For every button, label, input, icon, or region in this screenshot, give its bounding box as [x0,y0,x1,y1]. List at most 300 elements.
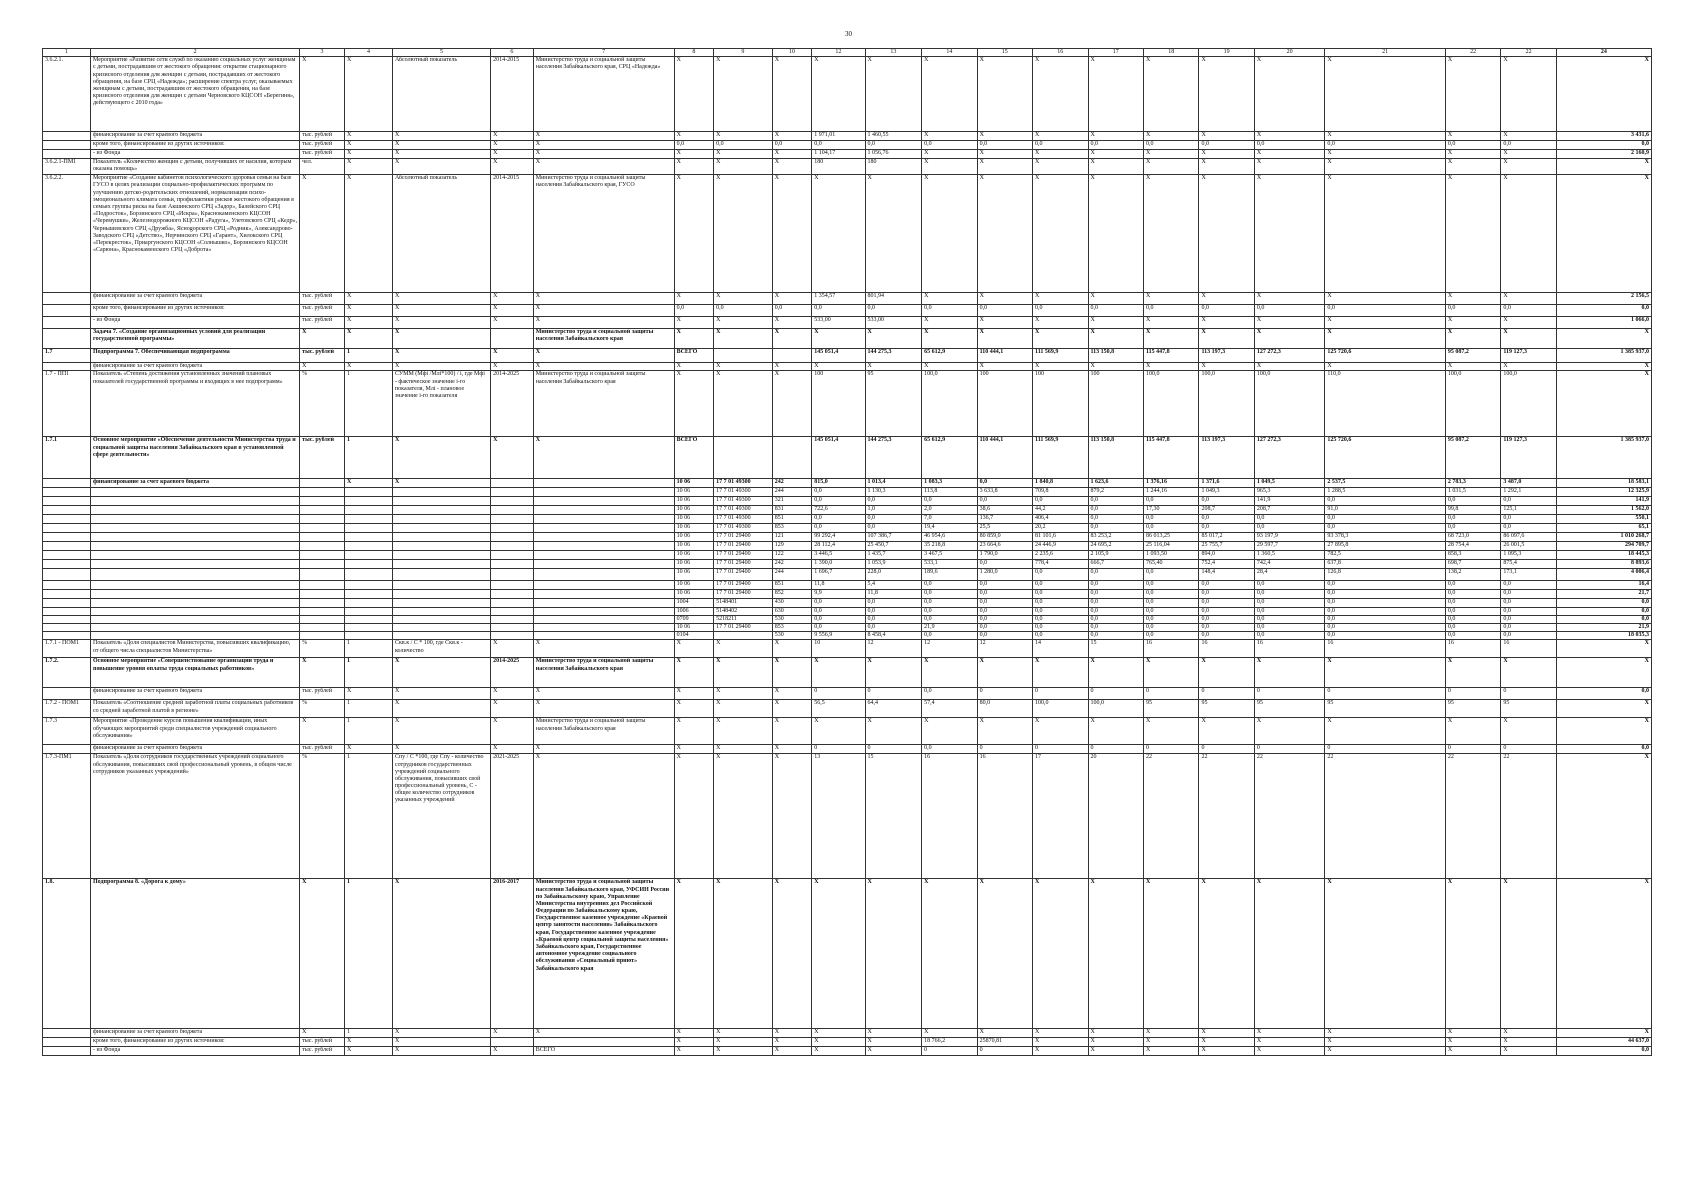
table-cell: 0,0 [1501,305,1556,317]
table-cell: 10 06 [674,524,713,533]
table-cell [491,599,534,607]
table-cell: 22 [1501,754,1556,879]
table-cell: Х [1254,879,1324,1029]
table-cell: Х [491,305,534,317]
table-cell: 23 664,6 [977,542,1032,551]
table-cell: чел. [300,159,345,175]
table-cell: 1 [344,349,392,363]
table-cell: 0,0 [1445,497,1500,506]
table-cell: Х [865,1047,922,1056]
table-cell [344,581,392,590]
table-cell: 1 053,9 [865,560,922,569]
table-cell: Х [1556,329,1651,349]
table-cell: 533,1 [922,560,977,569]
table-cell: 1 280,0 [977,569,1032,581]
table-cell: Х [392,293,490,305]
table-cell: 0,0 [1325,599,1446,607]
table-cell [91,497,300,506]
table-cell: Х [392,479,490,488]
table-cell [392,607,490,615]
table-cell: Х [1445,1038,1500,1047]
table-cell: 125,1 [1501,506,1556,515]
table-cell [91,632,300,640]
table-cell: Показатель «Количество женщин с детьми, получивших от насилия, которым оказана помощь» [91,159,300,175]
table-cell: Х [344,1038,392,1047]
table-cell [392,615,490,623]
table-cell: тыс. рублей [300,150,345,159]
table-cell: 0,0 [1199,305,1254,317]
table-cell: Х [1254,317,1324,329]
table-cell [91,542,300,551]
table-cell: Показатель «Доля сотрудников государственных учреждений социального обслуживания, повысивших свой профессиональный уровень, в общем числе сотрудников указанных учреждений» [91,754,300,879]
table-cell: 10 06 [674,569,713,581]
header-cell: 19 [1199,49,1254,57]
table-cell: Х [674,745,713,754]
table-cell: 0,0 [922,599,977,607]
table-cell: Х [1445,1029,1500,1038]
table-cell [392,623,490,631]
table-cell: Х [491,1029,534,1038]
table-cell: 100,0 [1199,371,1254,437]
table-cell: Х [1033,1038,1088,1047]
table-cell [344,590,392,599]
table-cell: 1.7.3-ПМ1 [43,754,91,879]
table-cell: Х [344,57,392,132]
table-cell: 1 093,50 [1143,551,1198,560]
table-cell: Х [772,132,811,141]
table-row [43,1038,1652,1047]
table-cell: 99,8 [1445,506,1500,515]
table-cell: 18 766,2 [922,1038,977,1047]
table-cell [491,623,534,631]
table-cell: 0,0 [865,515,922,524]
table-cell: 65,1 [1556,524,1651,533]
table-cell: 208,7 [1199,506,1254,515]
table-row [43,658,1652,688]
table-cell: Х [1445,317,1500,329]
table-row [43,700,1652,718]
table-cell: 0,0 [812,524,865,533]
table-row [43,132,1652,141]
table-cell: 0,0 [1199,581,1254,590]
header-cell: 22 [1445,49,1500,57]
table-cell [491,488,534,497]
table-cell: Х [1033,57,1088,132]
table-cell: 1 [344,1029,392,1038]
table-cell: 91,0 [1325,506,1446,515]
table-row [43,688,1652,700]
table-cell [344,623,392,631]
table-cell: Х [1199,329,1254,349]
table-cell: 0,0 [1033,305,1088,317]
table-cell: Х [1088,132,1143,141]
table-row [43,141,1652,150]
table-cell: Х [533,141,674,150]
table-cell: 0,0 [1033,141,1088,150]
table-cell: Х [772,317,811,329]
table-cell: Х [714,718,773,745]
table-cell: Х [1088,57,1143,132]
table-cell: 0,0 [714,141,773,150]
table-cell: 0,0 [922,590,977,599]
table-cell: Х [491,700,534,718]
table-row [43,607,1652,615]
table-cell: 93 197,9 [1254,533,1324,542]
table-cell: 879,2 [1088,488,1143,497]
table-cell: 0,0 [977,305,1032,317]
header-cell: 4 [344,49,392,57]
table-cell: Х [392,363,490,371]
table-cell [533,524,674,533]
table-cell: Х [300,363,345,371]
table-cell: Х [1033,718,1088,745]
table-cell: Х [674,1029,713,1038]
table-cell [300,515,345,524]
table-cell [533,623,674,631]
table-cell: Х [392,305,490,317]
table-cell: Х [865,175,922,293]
table-cell: 550,1 [1556,515,1651,524]
table-cell: Х [1199,150,1254,159]
table-cell [300,615,345,623]
table-cell: Х [1143,57,1198,132]
table-cell [491,560,534,569]
table-row [43,533,1652,542]
table-cell: 0,0 [1254,524,1324,533]
table-cell: Х [1254,1029,1324,1038]
header-cell: 16 [1033,49,1088,57]
table-cell [533,632,674,640]
table-cell: финансирование за счет краевого бюджета [91,363,300,371]
table-cell: 10 06 [674,533,713,542]
table-cell: 1,0 [865,506,922,515]
table-cell: Х [1445,718,1500,745]
table-cell: 19,4 [922,524,977,533]
table-cell [43,132,91,141]
table-cell: Х [533,640,674,658]
table-cell: 100 [1088,371,1143,437]
table-cell: 1 244,16 [1143,488,1198,497]
table-cell [91,623,300,631]
table-cell: Х [344,317,392,329]
table-cell: Х [1325,175,1446,293]
table-cell [43,615,91,623]
table-cell: 0,0 [1325,524,1446,533]
table-cell: % [300,754,345,879]
table-cell: 0 [1254,745,1324,754]
table-cell: 107 386,7 [865,533,922,542]
table-cell [300,551,345,560]
table-cell [533,1038,674,1047]
table-cell: 0,0 [1033,497,1088,506]
table-cell: финансирование за счет краевого бюджета [91,688,300,700]
table-cell: 5148402 [714,607,773,615]
table-cell: 113 150,8 [1088,349,1143,363]
table-cell [43,623,91,631]
table-cell [714,437,773,479]
table-cell: 14 [1033,640,1088,658]
table-cell: 110 444,1 [977,437,1032,479]
table-cell: Основное мероприятие «Совершенствование организации труда и повышение уровня оплаты труда социальных работников» [91,658,300,688]
table-cell [491,479,534,488]
table-cell [43,745,91,754]
header-row [43,49,1652,57]
table-cell: 25 450,7 [865,542,922,551]
table-cell [43,329,91,349]
table-row [43,515,1652,524]
table-row [43,363,1652,371]
table-cell: СУММ (Мфi /Млi*100) / i, где Мфi - фактическое значение i-го показателя, Млi - плановое значение i-го показателя [392,371,490,437]
table-cell [344,560,392,569]
table-cell [43,569,91,581]
table-row [43,879,1652,1029]
table-cell: 0,0 [812,615,865,623]
table-cell: Х [1325,879,1446,1029]
table-cell: Х [1199,658,1254,688]
table-cell: 294 709,7 [1556,542,1651,551]
table-cell [91,581,300,590]
table-cell: 0 [1501,745,1556,754]
table-cell: Х [1325,150,1446,159]
table-cell: Х [772,1038,811,1047]
table-cell: 1 390,0 [812,560,865,569]
table-cell: 13 [812,754,865,879]
table-cell: Х [1556,658,1651,688]
table-cell [392,497,490,506]
table-row [43,632,1652,640]
table-cell: 180 [812,159,865,175]
table-cell: 25,5 [977,524,1032,533]
table-cell: тыс. рублей [300,132,345,141]
table-cell: 17 7 01 49300 [714,479,773,488]
table-cell: Х [812,1038,865,1047]
table-cell: 138,2 [1445,569,1500,581]
table-cell: 1 056,76 [865,150,922,159]
table-cell: Х [1033,293,1088,305]
table-cell: 0,0 [1445,515,1500,524]
table-cell [392,551,490,560]
table-cell: 1 031,5 [1445,488,1500,497]
table-cell: 0,0 [977,479,1032,488]
table-cell: 93 378,3 [1325,533,1446,542]
table-cell: 125 720,6 [1325,437,1446,479]
table-cell [300,533,345,542]
table-cell: 10 06 [674,497,713,506]
table-cell: 11,8 [865,590,922,599]
table-cell: 2 156,5 [1556,293,1651,305]
table-cell: Х [1199,879,1254,1029]
table-cell: 1 435,7 [865,551,922,560]
table-cell: 22 [1143,754,1198,879]
table-cell: Х [1325,57,1446,132]
table-cell: 83 253,2 [1088,533,1143,542]
table-cell: ВСЕГО [674,349,713,363]
table-cell: 16 [1199,640,1254,658]
table-cell: 709,8 [1033,488,1088,497]
table-cell: Х [772,1047,811,1056]
table-cell: 95 [1501,700,1556,718]
table-cell: Х [714,371,773,437]
table-cell: 3.6.2.1. [43,57,91,132]
table-cell [43,488,91,497]
table-cell: 17 7 01 29400 [714,560,773,569]
table-cell: Х [977,175,1032,293]
table-cell: Х [674,363,713,371]
table-cell: 21,7 [1556,590,1651,599]
table-cell: 21,9 [1556,623,1651,631]
table-row [43,349,1652,363]
table-cell [714,349,773,363]
table-cell: Х [714,879,773,1029]
table-cell: тыс. рублей [300,1038,345,1047]
table-cell: 17 7 01 49300 [714,497,773,506]
table-cell [392,569,490,581]
table-cell: 0,0 [1088,141,1143,150]
table-cell [491,515,534,524]
table-cell: Спу / С *100, где Спу - количество сотрудников государственных учреждений социального обслуживания, повысивших свой профессиональный уровень, С - общее количество сотрудников указанных учреждений [392,754,490,879]
table-cell: 208,7 [1254,506,1324,515]
table-cell: Х [1088,159,1143,175]
table-cell: Х [1501,1038,1556,1047]
table-cell: Х [674,371,713,437]
table-cell: 0 [1445,688,1500,700]
table-cell: 637,8 [1325,560,1446,569]
table-cell: 10 06 [674,560,713,569]
table-cell: 0,0 [1143,569,1198,581]
table-cell: 119 127,3 [1501,437,1556,479]
table-cell: 100,0 [1143,371,1198,437]
table-cell: 1 [344,879,392,1029]
table-cell [491,533,534,542]
table-cell: 321 [772,497,811,506]
table-cell: Х [392,1029,490,1038]
table-cell: 0,0 [1325,615,1446,623]
table-cell: 1 [344,437,392,479]
table-cell: 38,6 [977,506,1032,515]
table-cell: Подпрограмма 7. Обеспечивающая подпрограмма [91,349,300,363]
table-cell: 0,0 [812,305,865,317]
table-cell: Х [1088,293,1143,305]
table-cell: 125 720,6 [1325,349,1446,363]
table-cell: 1 049,3 [1199,488,1254,497]
table-cell: Х [922,132,977,141]
table-cell: 430 [772,599,811,607]
table-cell: Х [674,700,713,718]
table-cell: Х [922,329,977,349]
table-cell: Х [865,1029,922,1038]
table-cell: 778,4 [1033,560,1088,569]
table-cell: 0,0 [1033,615,1088,623]
header-cell: 6 [491,49,534,57]
table-cell: 666,7 [1088,560,1143,569]
table-cell: Х [1445,658,1500,688]
table-cell: 145 051,4 [812,437,865,479]
table-cell [392,524,490,533]
table-cell: 127 272,3 [1254,437,1324,479]
table-cell: Х [812,329,865,349]
table-cell: Х [714,293,773,305]
table-cell: 100,0 [1501,371,1556,437]
table-cell: Х [392,317,490,329]
table-row [43,524,1652,533]
table-cell: Х [674,317,713,329]
table-cell [533,551,674,560]
table-cell: Х [344,159,392,175]
table-cell: 24 446,9 [1033,542,1088,551]
table-cell: Х [812,718,865,745]
table-cell: 16 [1325,640,1446,658]
table-cell: 0,0 [1143,607,1198,615]
table-cell: 0,0 [922,305,977,317]
table-cell: 0 [1088,745,1143,754]
table-cell: 0,0 [1033,581,1088,590]
table-cell: 2014-2025 [491,658,534,688]
table-cell [91,590,300,599]
table-cell: 1.8. [43,879,91,1029]
table-cell: Х [865,658,922,688]
table-cell: Х [491,745,534,754]
table-cell: Х [674,57,713,132]
table-cell: 100,0 [1254,371,1324,437]
table-cell: Х [491,317,534,329]
table-cell: Х [812,363,865,371]
table-cell: Х [812,658,865,688]
table-row [43,497,1652,506]
table-cell: 22 [1254,754,1324,879]
table-cell: 0,0 [1033,607,1088,615]
header-cell: 14 [922,49,977,57]
table-cell [43,551,91,560]
table-cell: Х [1556,363,1651,371]
table-cell: Х [1254,1047,1324,1056]
table-cell: Х [1325,159,1446,175]
table-cell: 35 218,8 [922,542,977,551]
table-cell: 25 116,04 [1143,542,1198,551]
table-cell: 0,0 [865,623,922,631]
table-cell: Х [977,132,1032,141]
table-cell: - из Фонда [91,150,300,159]
table-cell: % [300,371,345,437]
table-cell [491,506,534,515]
table-cell: Х [977,159,1032,175]
table-cell: 1 376,16 [1143,479,1198,488]
table-cell: Х [1143,317,1198,329]
table-cell: 244 [772,488,811,497]
table-cell: Х [344,132,392,141]
table-row [43,542,1652,551]
table-cell: 1 385 937,0 [1556,349,1651,363]
table-cell: 0,0 [1254,632,1324,640]
table-row [43,159,1652,175]
table-cell: Х [392,141,490,150]
table-cell: 0,0 [977,581,1032,590]
table-cell: 1 623,6 [1088,479,1143,488]
table-cell: 0,0 [1143,524,1198,533]
table-cell [392,488,490,497]
table-cell: Х [392,329,490,349]
table-cell: 0,0 [1033,623,1088,631]
table-cell: 10 06 [674,590,713,599]
table-cell [392,515,490,524]
table-cell: 0 [977,1047,1032,1056]
table-cell: 173,1 [1501,569,1556,581]
table-cell: 148,4 [1199,569,1254,581]
table-cell [43,317,91,329]
table-cell: 530 [772,632,811,640]
table-cell: 0 [865,688,922,700]
table-cell: 533,00 [865,317,922,329]
header-cell: 10 [772,49,811,57]
